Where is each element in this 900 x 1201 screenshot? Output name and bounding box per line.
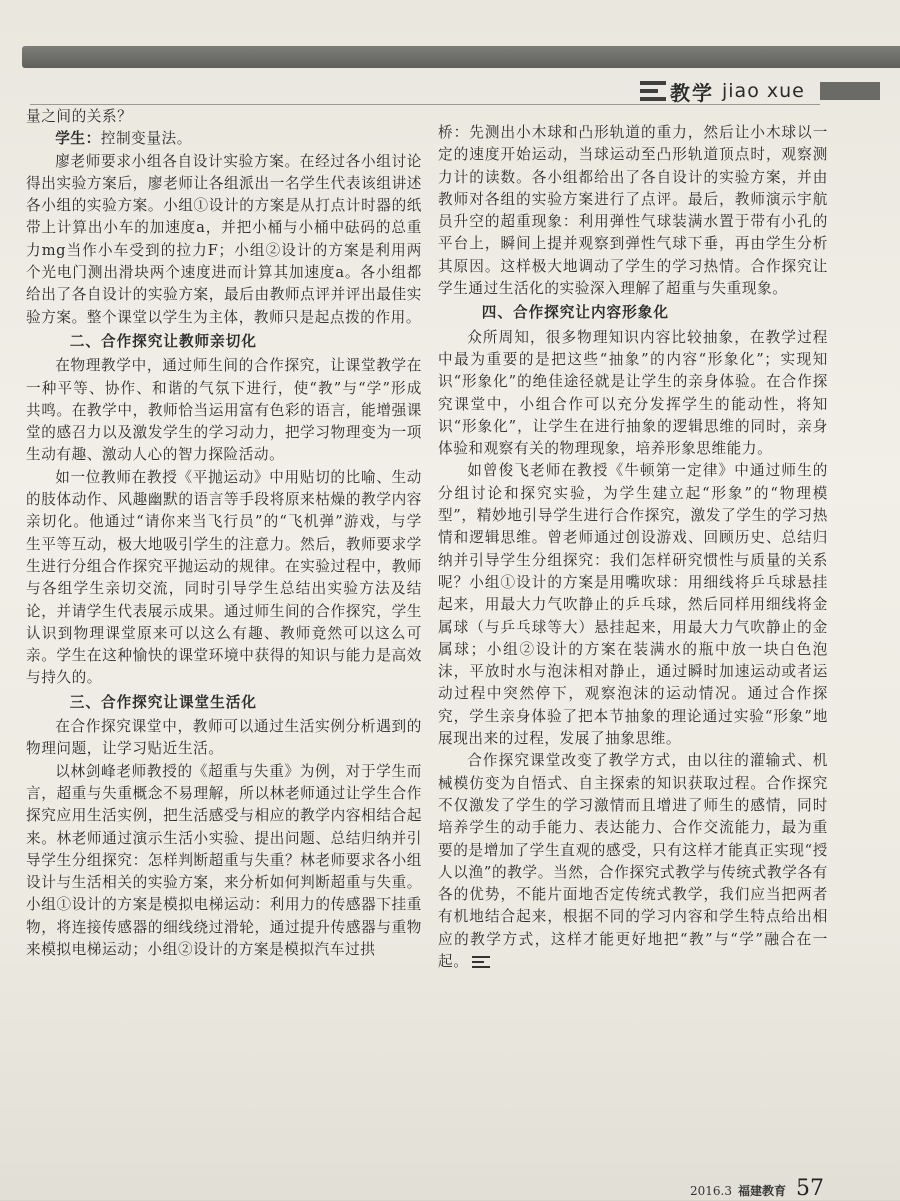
paragraph: 在合作探究课堂中，教师可以通过生活实例分析遇到的物理问题，让学习贴近生活。	[26, 718, 422, 758]
paragraph	[26, 128, 422, 150]
paragraph: 桥：先测出小木球和凸形轨道的重力，然后让小木球以一定的速度开始运动，当球运动至凸形轨道顶点时，观察测力计的读数。各小组都给出了各自设计的实验方案，并由教师对各组的实验方案进行了点评。最后，教师演示宇航员升空的超重现象：利用弹性气球装满水置于带有小孔的平台上，瞬间上提并观察到弹性气球下垂，再由学生分析其原因。这样极大地调动了学生的学习热情。合作探究让学生通过生活化的实验深入理解了超重与失重现象。	[438, 124, 828, 298]
page-footer	[690, 1176, 824, 1201]
paragraph: 量之间的关系？	[26, 108, 133, 125]
section-heading: 二、合作探究让教师亲切化	[69, 332, 257, 350]
section-heading: 三、合作探究让课堂生活化	[69, 693, 257, 711]
section-header	[640, 76, 805, 106]
paragraph: 众所周知，很多物理知识内容比较抽象，在教学过程中最为重要的是把这些“抽象”的内容“形象化”；实现知识“形象化”的绝佳途径就是让学生的亲身体验。在合作探究课堂中，小组合作可以充分发挥学生的能动性，将知识“形象化”，让学生在进行抽象的逻辑思维的同时，亲身体验和观察有关的物理现象，培养形象思维能力。	[438, 328, 828, 458]
left-column	[26, 106, 422, 961]
paragraph: 以林剑峰老师教授的《超重与失重》为例，对于学生而言，超重与失重概念不易理解，所以林老师通过让学生合作探究应用生活实例，把生活感受与相应的教学内容相结合起来。林老师通过演示生活小实验、提出问题、总结归纳并引导学生分组探究：怎样判断超重与失重？林老师要求各小组设计与生活相关的实验方案，来分析如何判断超重与失重。小组①设计的方案是模拟电梯运动：利用力的传感器下挂重物，将连接传感器的细线绕过滑轮，通过提升传感器与重物来模拟电梯运动；小组②设计的方案是模拟汽车过拱	[26, 762, 422, 958]
speaker-label: 学生：	[55, 130, 101, 148]
paragraph: 廖老师要求小组各自设计实验方案。在经过各小组讨论得出实验方案后，廖老师让各组派出一名学生代表该组讲述各小组的实验方案。小组①设计的方案是从打点计时器的纸带上计算出小车的加速度a，并把小桶与小桶中砝码的总重力mg当作小车受到的拉力F；小组②设计的方案是利用两个光电门测出滑块两个速度进而计算其加速度a。各小组都给出了各自设计的实验方案，最后由教师点评并评出最佳实验方案。整个课堂以学生为主体，教师只是起点拨的作用。	[26, 152, 422, 326]
right-column	[438, 122, 828, 973]
section-title-zh: 教学	[670, 80, 714, 105]
paragraph: 在物理教学中，通过师生间的合作探究，让课堂教学在一种平等、协作、和谐的气氛下进行，使“教”与“学”形成共鸣。在教学中，教师恰当运用富有色彩的语言，能增强课堂的感召力以及激发学生的学习动力，把学习物理变为一项生动有趣、激动人心的智力探险活动。	[26, 357, 422, 464]
article-end-icon	[472, 956, 490, 968]
speaker-text: 控制变量法。	[100, 130, 192, 148]
paragraph: 如曾俊飞老师在教授《牛顿第一定律》中通过师生的分组讨论和探究实验，为学生建立起“形象”的“物理模型”，精妙地引导学生进行合作探究，激发了学生的学习热情和逻辑思维。曾老师通过创设游戏、回顾历史、总结归纳并引导学生分组探究：我们怎样研究惯性与质量的关系呢？小组①设计的方案是用嘴吹球：用细线将乒乓球悬挂起来，用最大力气吹静止的乒乓球，然后同样用细线将金属球（与乒乓球等大）悬挂起来，用最大力气吹静止的金属球；小组②设计的方案在装满水的瓶中放一块白色泡沫，平放时水与泡沫相对静止，通过瞬时加速运动或者运动过程中突然停下，观察泡沫的运动情况。通过合作探究，学生亲身体验了把本节抽象的理论通过实验“形象”地展现出来的过程，发展了抽象思维。	[438, 462, 828, 748]
section-title-pinyin: jiao xue	[722, 80, 805, 102]
header-divider	[30, 104, 820, 105]
paragraph	[438, 750, 828, 973]
header-gray-bar	[820, 82, 880, 100]
magazine-name: 福建教育	[738, 1184, 787, 1198]
page-number: 57	[796, 1176, 825, 1201]
top-gray-band	[22, 46, 900, 68]
section-mark-icon	[640, 81, 666, 101]
closing-text: 合作探究课堂改变了教学方式，由以往的灌输式、机械模仿变为自悟式、自主探索的知识获取过程。合作探究不仅激发了学生的学习激情而且增进了师生的感情，同时培养学生的动手能力、表达能力、合作交流能力，最为重要的是增加了学生直观的感受，只有这样才能真正实现“授人以渔”的教学。当然，合作探究式教学与传统式教学各有各的优势，不能片面地否定传统式教学，我们应当把两者有机地结合起来，根据不同的学习内容和学生特点给出相应的教学方式，这样才能更好地把“教”与“学”融合在一起。	[438, 752, 828, 970]
paragraph: 如一位教师在教授《平抛运动》中用贴切的比喻、生动的肢体动作、风趣幽默的语言等手段将原来枯燥的教学内容亲切化。他通过“请你来当飞行员”的“飞机弹”游戏，与学生平等互动，极大地吸引学生的注意力。然后，教师要求学生进行分组合作探究平抛运动的规律。在实验过程中，教师与各组学生亲切交流，同时引导学生总结出实验方法及结论，并请学生代表展示成果。通过师生间的合作探究，学生认识到物理课堂原来可以这么有趣、教师竟然可以这么可亲。学生在这种愉快的课堂环境中获得的知识与能力是高效与持久的。	[26, 468, 422, 687]
section-heading: 四、合作探究让内容形象化	[481, 304, 669, 322]
issue-date: 2016.3	[690, 1184, 732, 1198]
